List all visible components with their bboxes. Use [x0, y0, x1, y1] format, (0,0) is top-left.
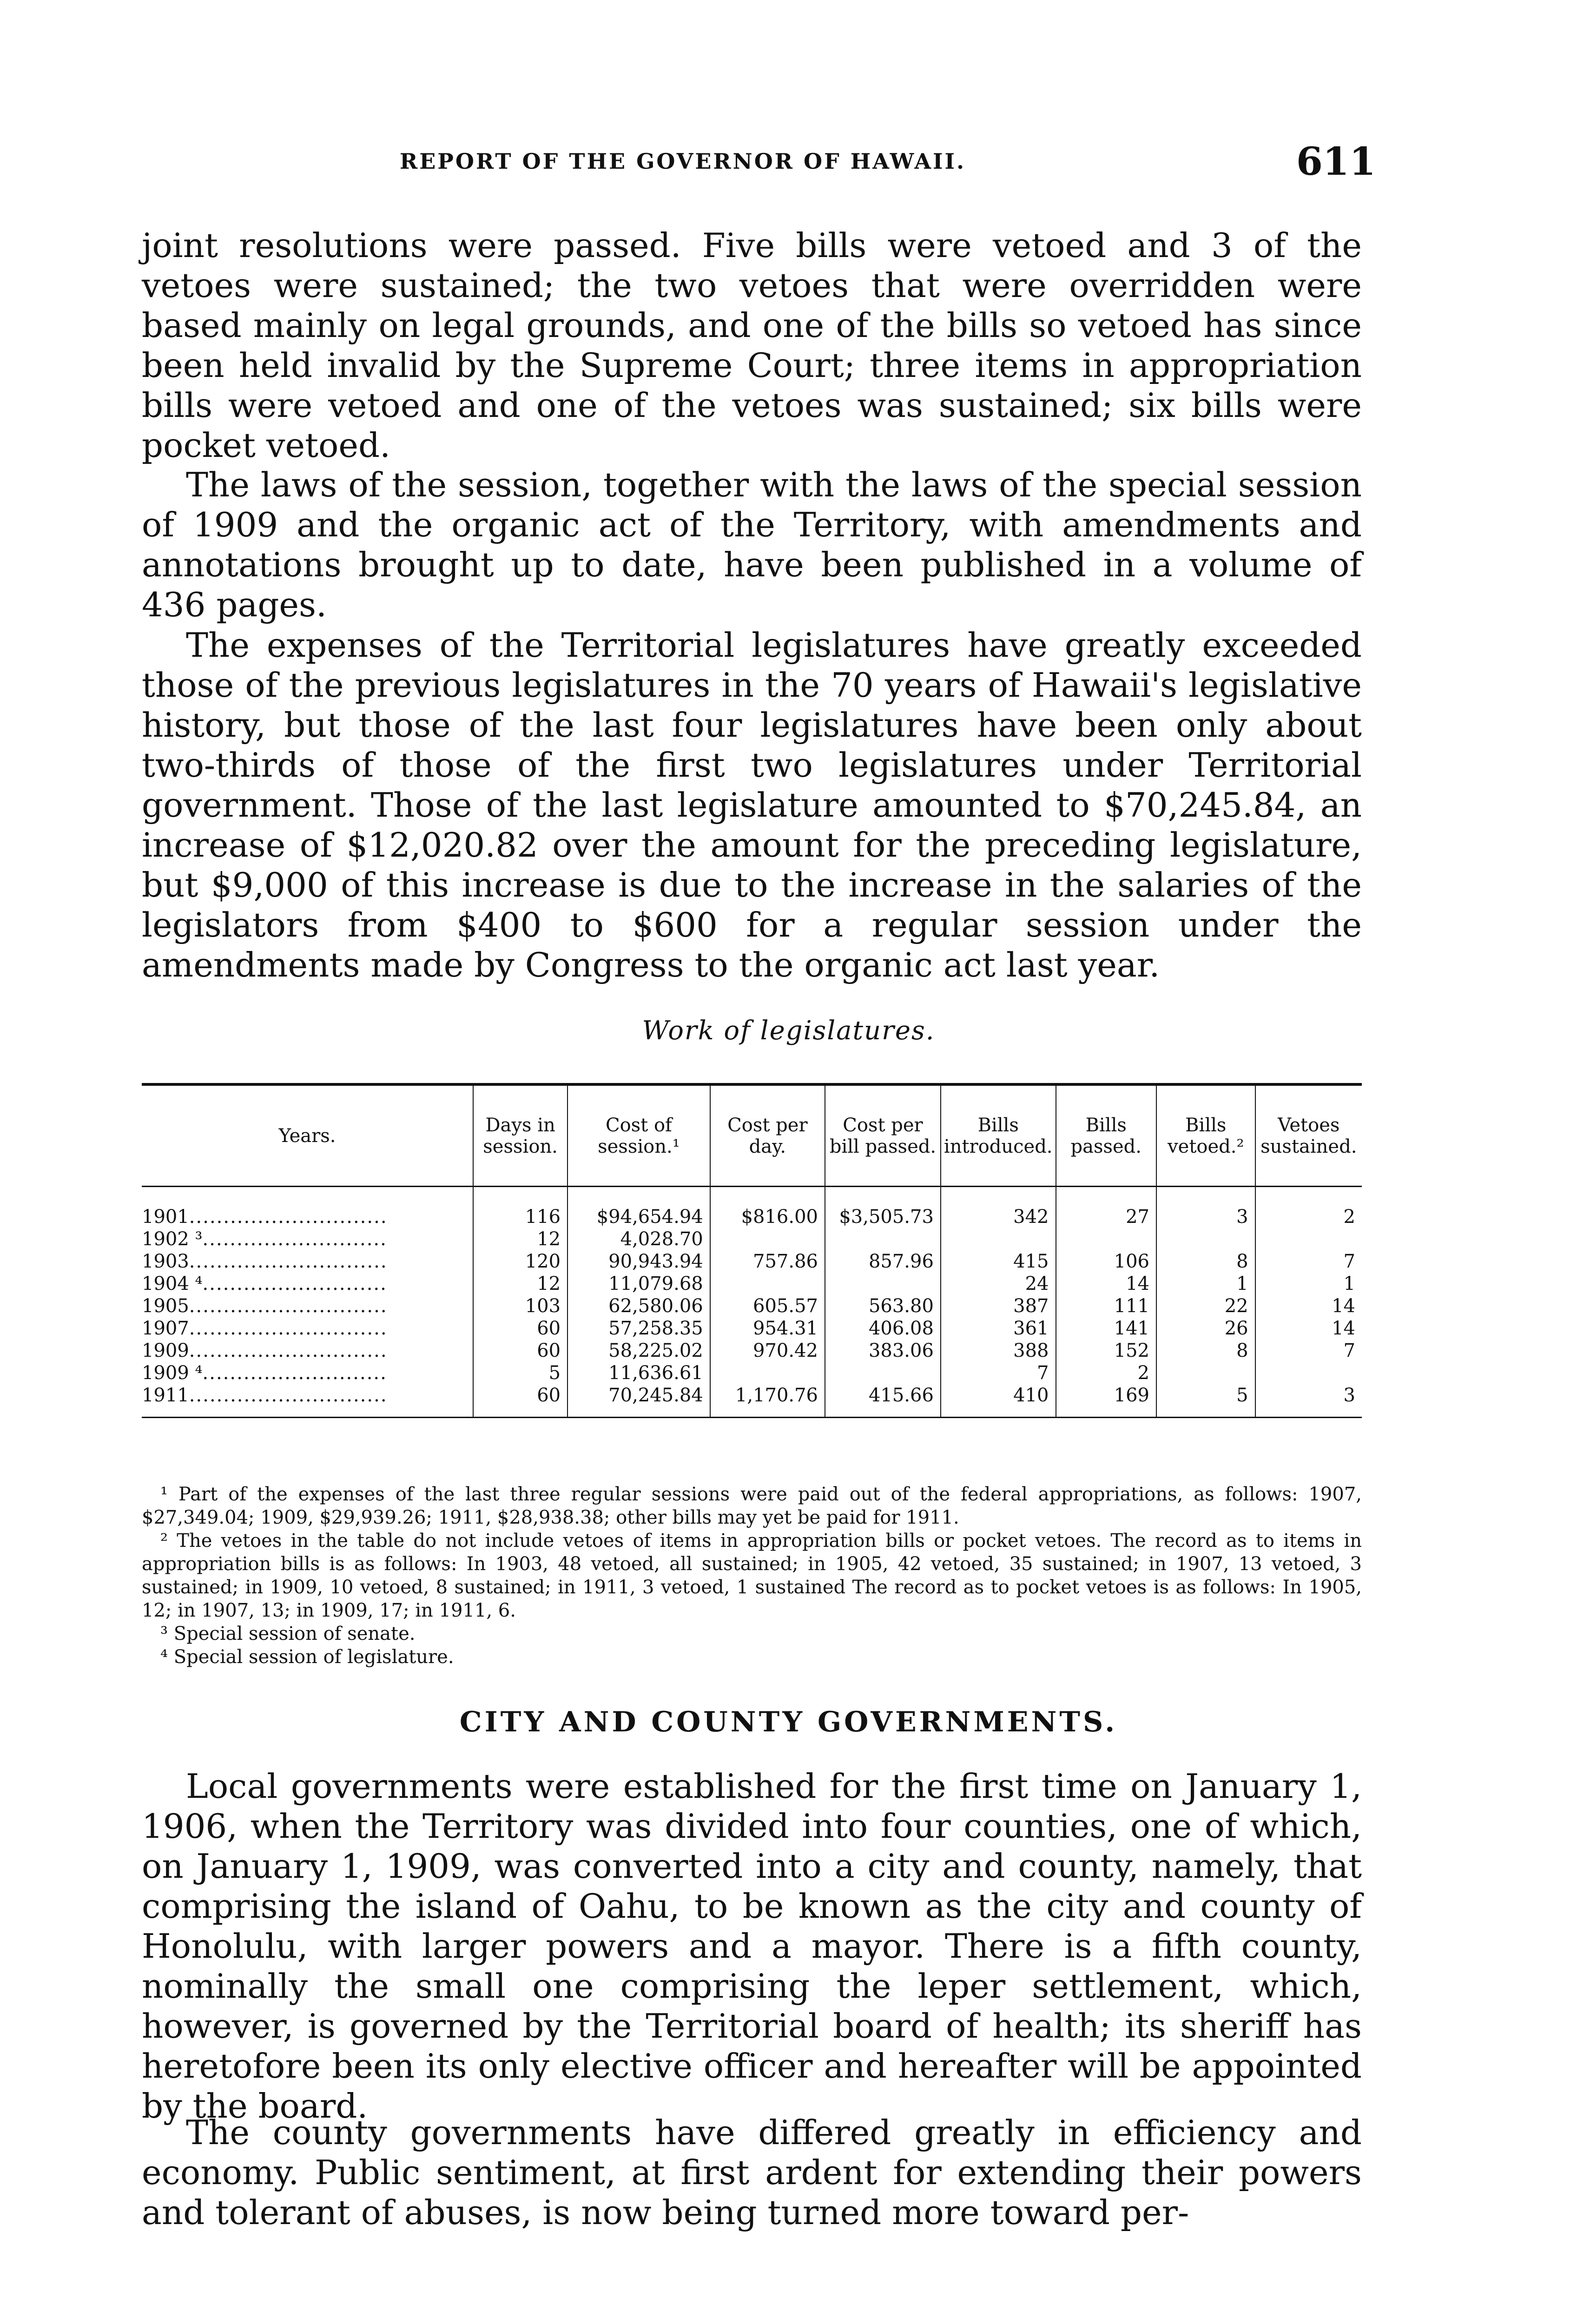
footnote-2: ² The vetoes in the table do not include vetoes of items in appropriation bills or pocket vetoes. The record as to items in appropriation bills is as follows: In 1903, 48 vetoed, all sustained; in 1905, 42 vetoed, 35 sustained; in 1907, 13 vetoed, 3 sustained; in 1909, 10 vetoed, 8 sustained; in 1911, 3 vetoed, 1 sustained The record as to pocket vetoes is as follows: In 1905, 12; in 1907, 13; in 1909, 17; in 1911, 6. [142, 1530, 1362, 1621]
col-header-cost-session: Cost of session.¹ [567, 1084, 710, 1187]
cell-bills-passed [1056, 1228, 1156, 1250]
cell-cost-bill: 857.96 [825, 1250, 941, 1273]
cell-year: 1905............................. [142, 1295, 473, 1317]
cell-cost-bill: $3,505.73 [825, 1187, 941, 1228]
table-row [142, 1273, 1362, 1295]
cell-bills-passed: 106 [1056, 1250, 1156, 1273]
cell-cost-session: 90,943.94 [567, 1250, 710, 1273]
cell-year: 1909............................. [142, 1340, 473, 1362]
paragraph-4 [142, 1766, 1362, 2126]
cell-cost-session: 58,225.02 [567, 1340, 710, 1362]
cell-bills-passed: 111 [1056, 1295, 1156, 1317]
cell-bills-vetoed: 8 [1156, 1250, 1255, 1273]
col-header-years: Years. [142, 1084, 473, 1187]
table-row [142, 1384, 1362, 1418]
table-row [142, 1228, 1362, 1250]
cell-cost-day [710, 1362, 825, 1384]
cell-cost-session: $94,654.94 [567, 1187, 710, 1228]
table-row [142, 1317, 1362, 1340]
table-row [142, 1187, 1362, 1228]
cell-vetoes-sustained: 3 [1255, 1384, 1362, 1418]
cell-bills-introduced: 342 [941, 1187, 1056, 1228]
cell-year: 1903............................. [142, 1250, 473, 1273]
paragraph-1 [142, 225, 1362, 465]
cell-cost-bill: 415.66 [825, 1384, 941, 1418]
cell-cost-day: 970.42 [710, 1340, 825, 1362]
cell-cost-session: 11,636.61 [567, 1362, 710, 1384]
cell-cost-bill [825, 1273, 941, 1295]
cell-cost-day: 954.31 [710, 1317, 825, 1340]
cell-year: 1911............................. [142, 1384, 473, 1418]
paragraph-4-text: Local governments were established for the first time on January 1, 1906, when the Territory was divided into four counties, one of which, on January 1, 1909, was converted into a city and county, namely, that comprising the island of Oahu, to be known as the city and county of Honolulu, with larger powers and a mayor. There is a fifth county, nominally the small one comprising the leper settlement, which, however, is governed by the Territorial board of health; its sheriff has heretofore been its only elective officer and hereafter will be appointed by the board. [142, 1767, 1362, 2126]
legislatures-table [142, 1083, 1362, 1418]
cell-vetoes-sustained: 14 [1332, 1318, 1355, 1339]
section-heading: CITY AND COUNTY GOVERNMENTS. [459, 1706, 1118, 1738]
footnote-1: ¹ Part of the expenses of the last three regular sessions were paid out of the federal appropriations, as follows: 1907, $27,349.04; 1909, $29,939.26; 1911, $28,938.38; other bills may yet be paid for 1911. [142, 1484, 1362, 1528]
page-number: 611 [1296, 139, 1376, 184]
table-header [142, 1084, 1362, 1187]
cell-bills-passed: 14 [1056, 1273, 1156, 1295]
cell-year: 1909 ⁴........................... [142, 1362, 473, 1384]
cell-cost-day: $816.00 [710, 1187, 825, 1228]
cell-cost-session: 11,079.68 [567, 1273, 710, 1295]
cell-bills-introduced: 410 [941, 1384, 1056, 1418]
cell-bills-vetoed: 3 [1156, 1187, 1255, 1228]
cell-cost-bill: 383.06 [825, 1340, 941, 1362]
cell-cost-session: 57,258.35 [567, 1317, 710, 1340]
cell-cost-bill [825, 1362, 941, 1384]
col-header-cost-day: Cost per day. [710, 1084, 825, 1187]
paragraph-5 [142, 2113, 1362, 2232]
cell-bills-introduced: 361 [941, 1317, 1056, 1340]
cell-bills-introduced: 387 [941, 1295, 1056, 1317]
cell-cost-day: 1,170.76 [710, 1384, 825, 1418]
cell-bills-passed: 141 [1056, 1317, 1156, 1340]
cell-vetoes-sustained [1255, 1362, 1362, 1384]
col-header-cost-bill: Cost per bill passed. [825, 1084, 941, 1187]
paragraph-1-text: joint resolutions were passed. Five bills were vetoed and 3 of the vetoes were sustained; the two vetoes that were overridden were based mainly on legal grounds, and one of the bills so vetoed has since been held invalid by the Supreme Court; three items in appropriation bills were vetoed and one of the vetoes was sustained; six bills were pocket vetoed. [142, 226, 1362, 465]
table-header-row [142, 1084, 1362, 1187]
paragraph-5-text: The county governments have differed greatly in efficiency and economy. Public sentiment, at first ardent for extending their powers and tolerant of abuses, is now being turned more toward per- [142, 2113, 1362, 2232]
table-footnotes [142, 1483, 1362, 1669]
paragraph-3 [142, 625, 1362, 985]
cell-days: 12 [473, 1273, 567, 1295]
col-header-bills-vetoed: Bills vetoed.² [1156, 1084, 1255, 1187]
cell-bills-passed: 169 [1056, 1384, 1156, 1418]
cell-cost-bill: 406.08 [825, 1317, 941, 1340]
cell-bills-introduced: 388 [941, 1340, 1056, 1362]
cell-bills-vetoed: 26 [1156, 1317, 1255, 1340]
cell-year: 1901............................. [142, 1187, 473, 1228]
cell-days: 60 [473, 1384, 567, 1418]
cell-days: 116 [473, 1187, 567, 1228]
footnote-4: ⁴ Special session of legislature. [160, 1646, 454, 1668]
cell-year: 1904 ⁴........................... [142, 1273, 473, 1295]
cell-vetoes-sustained [1255, 1228, 1362, 1250]
table-row [142, 1362, 1362, 1384]
table-body [142, 1187, 1362, 1418]
cell-vetoes-sustained: 7 [1343, 1251, 1355, 1272]
cell-bills-passed: 2 [1056, 1362, 1156, 1384]
cell-vetoes-sustained: 7 [1343, 1340, 1355, 1361]
cell-vetoes-sustained: 1 [1343, 1273, 1355, 1294]
paragraph-3-text: The expenses of the Territorial legislatures have greatly exceeded those of the previous legislatures in the 70 years of Hawaii's legislative history, but those of the last four legislatures have been only about two-thirds of those of the first two legislatures under Territorial government. Those of the last legislature amounted to $70,245.84, an increase of $12,020.82 over the amount for the preceding legislature, but $9,000 of this increase is due to the increase in the salaries of the legislators from $400 to $600 for a regular session under the amendments made by Congress to the organic act last year. [142, 626, 1362, 984]
cell-year: 1907............................. [142, 1317, 473, 1340]
table-row [142, 1340, 1362, 1362]
paragraph-2-text: The laws of the session, together with the laws of the special session of 1909 and the organic act of the Territory, with amendments and annotations brought up to date, have been published in a volume of 436 pages. [142, 465, 1362, 624]
cell-cost-bill: 563.80 [825, 1295, 941, 1317]
cell-bills-introduced: 24 [941, 1273, 1056, 1295]
cell-bills-vetoed: 1 [1156, 1273, 1255, 1295]
cell-days: 12 [473, 1228, 567, 1250]
cell-cost-day [710, 1228, 825, 1250]
cell-cost-day: 605.57 [710, 1295, 825, 1317]
cell-cost-session: 70,245.84 [567, 1384, 710, 1418]
cell-bills-vetoed [1156, 1362, 1255, 1384]
cell-days: 60 [473, 1317, 567, 1340]
cell-year: 1902 ³........................... [142, 1228, 473, 1250]
cell-days: 120 [473, 1250, 567, 1273]
table-title: Work of legislatures. [642, 1016, 935, 1046]
cell-cost-bill [825, 1228, 941, 1250]
cell-cost-day [710, 1273, 825, 1295]
cell-bills-introduced: 7 [941, 1362, 1056, 1384]
cell-cost-session: 62,580.06 [567, 1295, 710, 1317]
page-header [400, 139, 1376, 184]
col-header-vetoes-sustained: Vetoes sustained. [1255, 1084, 1362, 1187]
cell-bills-passed: 152 [1056, 1340, 1156, 1362]
col-header-bills-introduced: Bills introduced. [941, 1084, 1056, 1187]
cell-cost-day: 757.86 [710, 1250, 825, 1273]
cell-vetoes-sustained: 2 [1343, 1206, 1355, 1228]
cell-bills-introduced [941, 1228, 1056, 1250]
cell-bills-vetoed: 8 [1156, 1340, 1255, 1362]
cell-bills-vetoed: 22 [1156, 1295, 1255, 1317]
cell-cost-session: 4,028.70 [567, 1228, 710, 1250]
cell-bills-vetoed: 5 [1156, 1384, 1255, 1418]
running-title: REPORT OF THE GOVERNOR OF HAWAII. [400, 149, 966, 174]
cell-bills-vetoed [1156, 1228, 1255, 1250]
table-row [142, 1250, 1362, 1273]
cell-days: 103 [473, 1295, 567, 1317]
cell-bills-passed: 27 [1056, 1187, 1156, 1228]
paragraph-2 [142, 465, 1362, 625]
footnote-3: ³ Special session of senate. [160, 1623, 416, 1644]
cell-days: 5 [473, 1362, 567, 1384]
col-header-days: Days in session. [473, 1084, 567, 1187]
cell-days: 60 [473, 1340, 567, 1362]
cell-vetoes-sustained: 14 [1332, 1295, 1355, 1317]
legislatures-table-container [142, 1083, 1362, 1418]
table-row [142, 1295, 1362, 1317]
col-header-bills-passed: Bills passed. [1056, 1084, 1156, 1187]
cell-bills-introduced: 415 [941, 1250, 1056, 1273]
